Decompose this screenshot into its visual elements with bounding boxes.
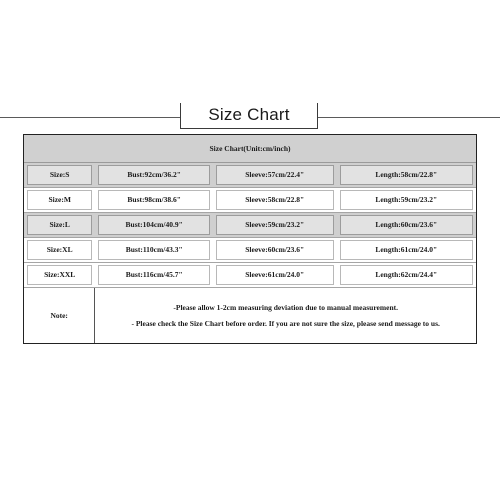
sleeve-value: Sleeve:61cm/24.0" [216,265,334,285]
sleeve-value: Sleeve:59cm/23.2" [216,215,334,235]
size-table [23,134,477,344]
sleeve-cell [213,213,337,238]
note-line: - Please check the Size Chart before order. If you are not sure the size, please send message to us. [131,318,440,328]
table-row [24,163,476,188]
sleeve-cell [213,163,337,188]
size-label: Size:L [27,215,92,235]
note-line: -Please allow 1-2cm measuring deviation due to manual measurement. [173,302,398,312]
note-label: Note: [24,288,95,343]
bust-cell [95,263,213,288]
table-caption-row [24,135,476,163]
header-title-box [180,103,318,129]
length-cell [337,238,476,263]
note-text [95,288,476,343]
table-row [24,238,476,263]
table-row [24,263,476,288]
size-cell [24,263,95,288]
length-value: Length:59cm/23.2" [340,190,473,210]
bust-cell [95,188,213,213]
page-title: Size Chart [208,105,290,124]
size-cell [24,213,95,238]
size-cell [24,238,95,263]
bust-value: Bust:110cm/43.3" [98,240,210,260]
table-row [24,188,476,213]
sleeve-cell [213,263,337,288]
length-cell [337,263,476,288]
length-cell [337,163,476,188]
sleeve-cell [213,188,337,213]
size-label: Size:XXL [27,265,92,285]
bust-value: Bust:92cm/36.2" [98,165,210,185]
bust-value: Bust:104cm/40.9" [98,215,210,235]
length-value: Length:61cm/24.0" [340,240,473,260]
sleeve-value: Sleeve:58cm/22.8" [216,190,334,210]
size-label: Size:XL [27,240,92,260]
bust-value: Bust:98cm/38.6" [98,190,210,210]
length-cell [337,213,476,238]
bust-value: Bust:116cm/45.7" [98,265,210,285]
table-caption: Size Chart(Unit:cm/inch) [24,135,476,163]
size-cell [24,163,95,188]
length-value: Length:58cm/22.8" [340,165,473,185]
length-cell [337,188,476,213]
length-value: Length:60cm/23.6" [340,215,473,235]
size-cell [24,188,95,213]
bust-cell [95,163,213,188]
size-label: Size:M [27,190,92,210]
length-value: Length:62cm/24.4" [340,265,473,285]
sleeve-value: Sleeve:60cm/23.6" [216,240,334,260]
bust-cell [95,238,213,263]
size-label: Size:S [27,165,92,185]
note-row [24,288,476,343]
table-row [24,213,476,238]
sleeve-cell [213,238,337,263]
bust-cell [95,213,213,238]
sleeve-value: Sleeve:57cm/22.4" [216,165,334,185]
